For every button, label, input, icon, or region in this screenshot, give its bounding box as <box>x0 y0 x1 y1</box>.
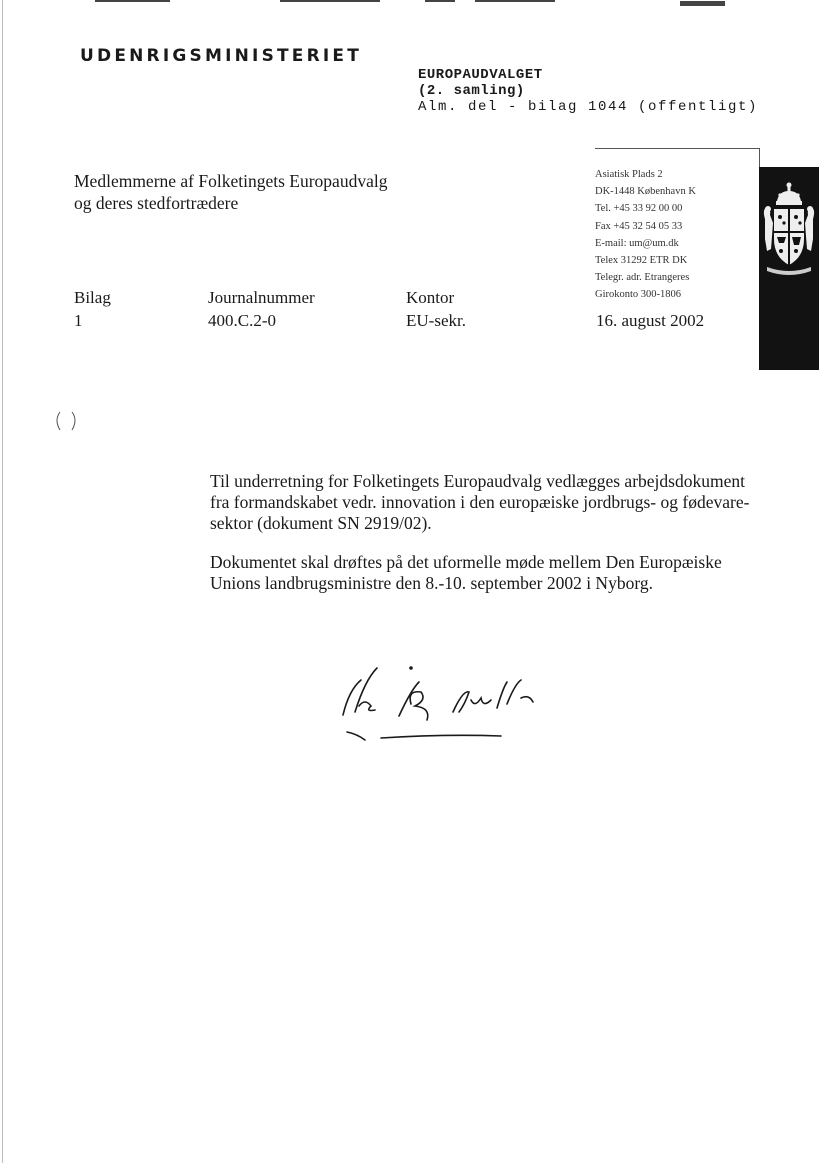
recipient-line: og deres stedfortrædere <box>74 193 239 213</box>
bilag-label: Bilag <box>74 288 111 307</box>
body-line: sektor (dokument SN 2919/02). <box>210 513 432 533</box>
danish-royal-coat-of-arms-icon <box>759 179 819 299</box>
body-paragraph <box>210 552 770 594</box>
address-line: Telex 31292 ETR DK <box>595 255 688 267</box>
kontor-label: Kontor <box>406 288 455 307</box>
body-line: Til underretning for Folketingets Europaudvalg vedlægges arbejdsdokument <box>210 471 745 491</box>
recipient-line: Medlemmerne af Folketingets Europaudvalg <box>74 171 388 191</box>
address-line: Tel. +45 33 92 00 00 <box>595 203 683 215</box>
scan-artifact-line <box>680 1 725 6</box>
address-block <box>595 166 696 304</box>
journal-label: Journalnummer <box>208 288 315 307</box>
punch-hole-mark-icon <box>52 408 82 434</box>
scan-artifact-line <box>425 0 455 2</box>
bilag-value: 1 <box>74 311 83 330</box>
address-divider <box>595 148 760 149</box>
scan-edge-line <box>2 0 3 1163</box>
body-line: Unions landbrugsministre den 8.-10. september 2002 i Nyborg. <box>210 573 653 593</box>
recipient-block <box>74 170 434 214</box>
body-line: Dokumentet skal drøftes på det uformelle møde mellem Den Europæiske <box>210 552 722 572</box>
crest-bar <box>759 167 819 370</box>
body-line: fra formandskabet vedr. innovation i den europæiske jordbrugs- og fødevare- <box>210 492 750 512</box>
stamp-reference: Alm. del - bilag 1044 (offentligt) <box>418 99 759 115</box>
address-line: Girokonto 300-1806 <box>595 289 682 301</box>
address-line: Fax +45 32 54 05 33 <box>595 220 683 232</box>
address-line: Asiatisk Plads 2 <box>595 169 663 180</box>
ministry-name: UDENRIGSMINISTERIET <box>80 46 363 66</box>
address-line: E-mail: um@um.dk <box>595 237 679 249</box>
handwritten-signature-icon <box>335 660 555 750</box>
stamp-session: (2. samling) <box>418 83 525 99</box>
journal-value: 400.C.2-0 <box>208 311 276 330</box>
address-line: DK-1448 København K <box>595 186 696 198</box>
scan-artifact-line <box>475 0 555 2</box>
body-paragraph <box>210 471 770 534</box>
kontor-value: EU-sekr. <box>406 311 466 330</box>
stamp-committee: EUROPAUDVALGET <box>418 67 543 83</box>
letter-date: 16. august 2002 <box>596 311 705 330</box>
scan-artifact-line <box>95 0 170 2</box>
address-line: Telegr. adr. Etrangeres <box>595 272 690 284</box>
scan-artifact-line <box>280 0 380 2</box>
